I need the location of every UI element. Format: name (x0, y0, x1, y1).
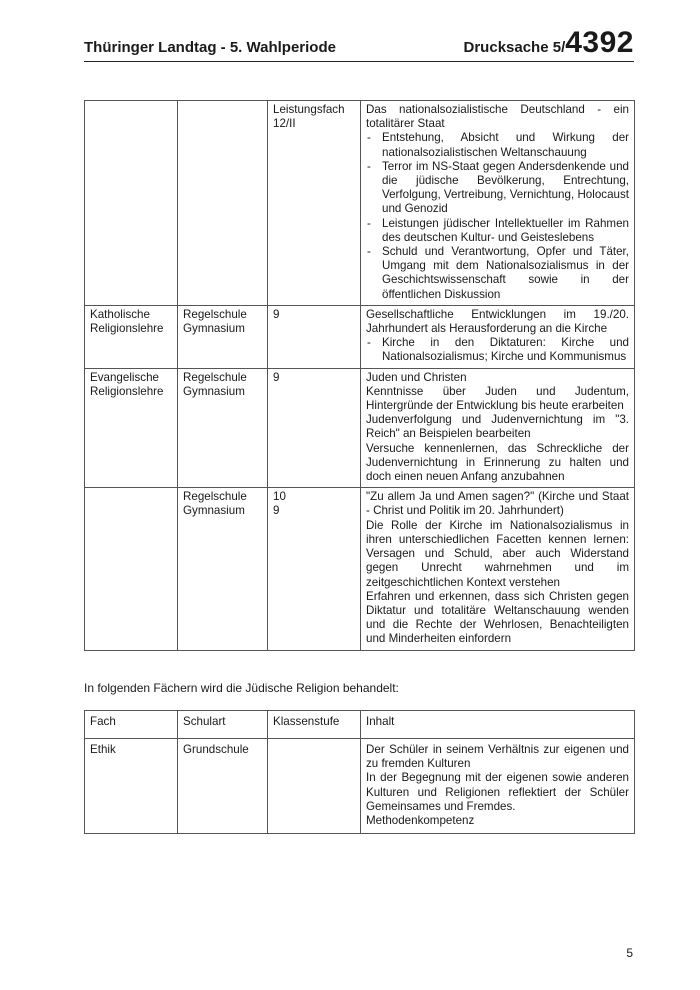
cell-subject: Katholische Religionslehre (85, 305, 178, 368)
content-line: Die Rolle der Kirche im Nationalsozialismus in ihren unterschiedlichen Facetten kennen lernen: Versagen und Schuld, aber auch Widerstand gegen Unrecht wahrnehmen und im zeitgeschichtlichen Kontext verstehen (366, 518, 629, 589)
table-header-row (85, 711, 635, 739)
bullet-item: - Entstehung, Absicht und Wirkung der nationalsozialistischen Weltanschauung (366, 131, 629, 159)
cell-grade: 9 (268, 305, 361, 368)
table-row (85, 368, 635, 488)
curriculum-table-body (85, 101, 635, 651)
bullet-item: - Leistungen jüdischer Intellektueller im Rahmen des deutschen Kultur- und Geisteslebens (366, 217, 629, 245)
header-fach: Fach (85, 711, 178, 739)
cell-subject (85, 488, 178, 650)
cell-school: Regelschule Gymnasium (178, 305, 268, 368)
cell-grade: 10 9 (268, 488, 361, 650)
cell-subject (85, 101, 178, 306)
cell-school: Grundschule (178, 739, 268, 834)
content-line: Das nationalsozialistische Deutschland - ein totalitärer Staat (366, 103, 629, 131)
cell-school (178, 101, 268, 306)
table-row (85, 739, 635, 834)
cell-content (361, 488, 635, 650)
content-line: In der Begegnung mit der eigenen sowie anderen Kulturen und Religionen reflektiert der Schüler Gemeinsames und Fremdes. (366, 771, 629, 813)
cell-grade (268, 739, 361, 834)
cell-content (361, 739, 635, 834)
header-inhalt: Inhalt (361, 711, 635, 739)
cell-content (361, 368, 635, 488)
page-header (84, 26, 634, 62)
content-line: Judenverfolgung und Judenvernichtung im "3. Reich" an Beispielen bearbeiten (366, 413, 629, 441)
content-line: "Zu allem Ja und Amen sagen?" (Kirche und Staat - Christ und Politik im 20. Jahrhundert) (366, 490, 629, 518)
curriculum-table (84, 100, 635, 651)
intro-text: In folgenden Fächern wird die Jüdische Religion behandelt: (84, 681, 399, 695)
table-row (85, 101, 635, 306)
cell-content (361, 101, 635, 306)
header-schulart: Schulart (178, 711, 268, 739)
bullet-list (366, 336, 629, 364)
document-number (464, 26, 634, 60)
content-line: Erfahren und erkennen, dass sich Christen gegen Diktatur und totalitäre Weltanschauung wenden und die Rechte der Wehrlosen, Benachteiligten und Minderheiten einfordern (366, 589, 629, 646)
document-number-prefix: Drucksache 5/ (463, 39, 566, 56)
bullet-item: - Schuld und Verantwortung, Opfer und Täter, Umgang mit dem Nationalsozialismus in der Geschichtswissenschaft sowie in der öffentlichen Diskussion (366, 245, 629, 302)
cell-grade: 9 (268, 368, 361, 488)
bullet-item: - Terror im NS-Staat gegen Andersdenkende und die jüdische Bevölkerung, Entrechtung, Verfolgung, Vertreibung, Vernichtung, Holocaust und Genozid (366, 160, 629, 217)
jewish-religion-table (84, 710, 635, 834)
content-line: Versuche kennenlernen, das Schreckliche der Judenvernichtung in Erinnerung zu halten und doch einen neuen Anfang anzubahnen (366, 441, 629, 484)
cell-subject: Evangelische Religionslehre (85, 368, 178, 488)
table-row (85, 488, 635, 650)
document-number-value: 4392 (565, 26, 634, 59)
content-line: Der Schüler in seinem Verhältnis zur eigenen und zu fremden Kulturen (366, 743, 629, 771)
table-row (85, 305, 635, 368)
bullet-list (366, 131, 629, 301)
content-line: Gesellschaftliche Entwicklungen im 19./20. Jahrhundert als Herausforderung an die Kirche (366, 307, 629, 336)
content-line: Kenntnisse über Juden und Judentum, Hintergründe der Entwicklung bis heute erarbeiten (366, 384, 629, 413)
cell-school: Regelschule Gymnasium (178, 368, 268, 488)
content-line: Juden und Christen (366, 370, 467, 384)
page-number: 5 (626, 946, 633, 960)
header-title: Thüringer Landtag - 5. Wahlperiode (84, 39, 336, 56)
content-line: Methodenkompetenz (366, 814, 475, 828)
cell-school: Regelschule Gymnasium (178, 488, 268, 650)
cell-subject: Ethik (85, 739, 178, 834)
header-rule (84, 61, 634, 62)
bullet-item: - Kirche in den Diktaturen: Kirche und Nationalsozialismus; Kirche und Kommunismus (366, 336, 629, 364)
cell-content (361, 305, 635, 368)
header-klassenstufe: Klassenstufe (268, 711, 361, 739)
cell-grade: Leistungsfach 12/II (268, 101, 361, 306)
